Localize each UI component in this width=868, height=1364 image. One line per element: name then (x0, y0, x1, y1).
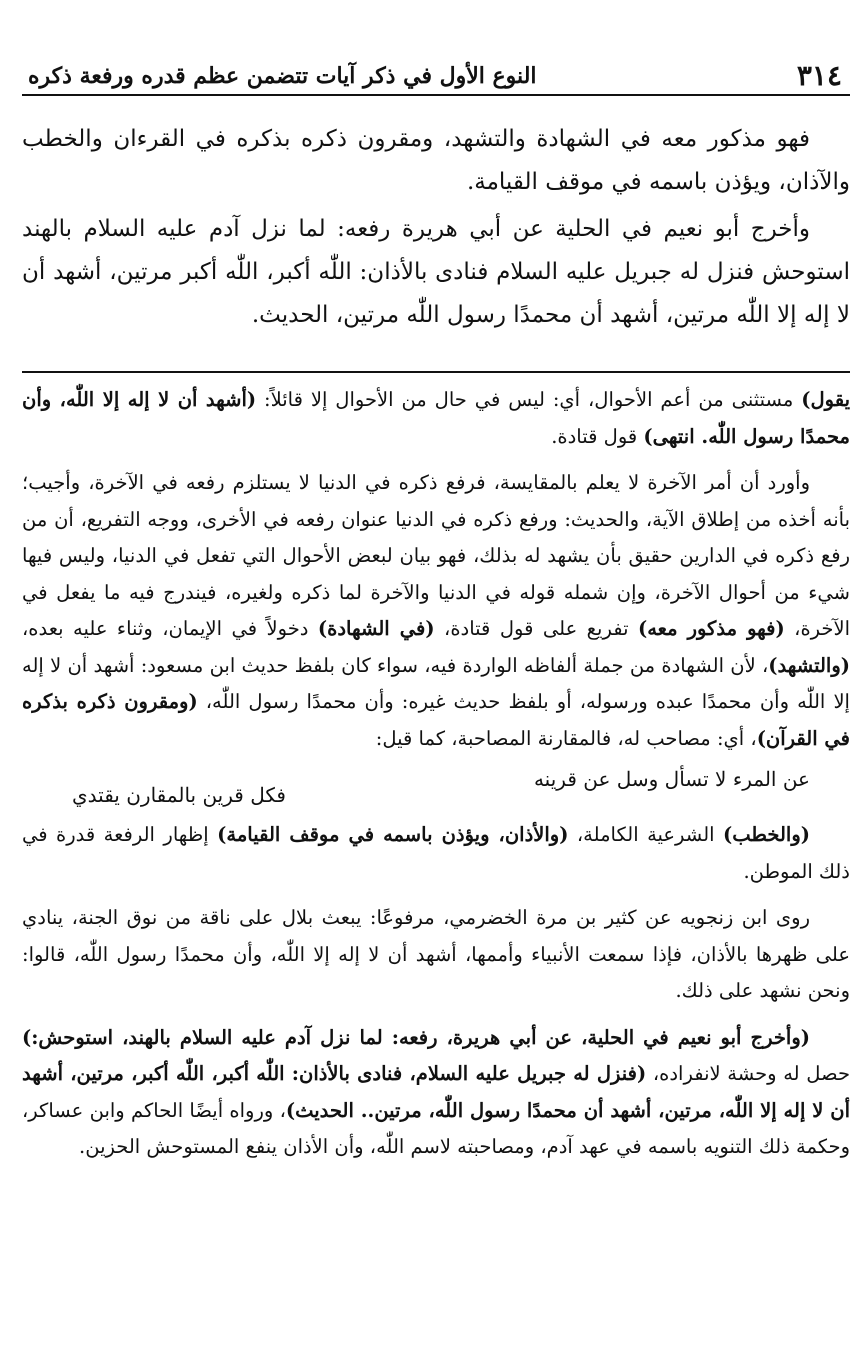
commentary-text-run: إظهار الرفعة قدرة في ذلك الموطن. (22, 823, 850, 883)
commentary-text-run: وأورد أن أمر الآخرة لا يعلم بالمقايسة، فرفع ذكره في الدنيا لا يستلزم رفعه في الآخرة، وأجيب؛ بأنه أخذه من إطلاق الآية، والحديث: ورفع ذكره في الدنيا عنوان رفعه في الأخرى، ووجه التفريع، أن من رفع ذكره في الدارين حقيق بأن يشهد له بذلك، فهو بيان لبعض الأحوال التي تفعل في الدنيا، وليس فيها شيء من أحوال الآخرة، وإن شمله قوله في الدنيا والآخرة لما ذكره ولغيره، فيندرج فيه ما يفعل في الآخرة، (22, 471, 851, 640)
commentary-text (22, 382, 850, 1166)
poem-verse (22, 757, 850, 817)
commentary-text-run: ، لأن الشهادة من جملة ألفاظه الواردة فيه، سواء كان بلفظ حديث ابن مسعود: أشهد أن لا إله إلا اللّٰه وأن محمدًا عبده ورسوله، أو بلفظ حديث غيره: وأن محمدًا رسول اللّٰه، (22, 653, 850, 713)
commentary-paragraph (22, 1020, 850, 1166)
footnote-separator (22, 371, 850, 373)
commentary-text-run: ، ورواه أيضًا الحاكم وابن عساكر، وحكمة ذلك التنويه باسمه في عهد آدم، ومصاحبته لاسم اللّٰه، وأن الأذان ينفع المستوحش الحزين. (22, 1098, 850, 1158)
commentary-paragraph (22, 817, 850, 890)
main-paragraph: وأخرج أبو نعيم في الحلية عن أبي هريرة رفعه: لما نزل آدم عليه السلام بالهند استوحش فنزل له جبريل عليه السلام فنادى بالأذان: اللّٰه أكبر، اللّٰه أكبر مرتين، أشهد أن لا إله إلا اللّٰه مرتين، أشهد أن محمدًا رسول اللّٰه مرتين، الحديث. (22, 216, 850, 328)
commentary-text-run: مستثنى من أعم الأحوال، أي: ليس في حال من الأحوال إلا قائلاً: (256, 388, 802, 411)
page-number: ٣١٤ (796, 59, 842, 92)
quoted-text: (فهو مذكور معه) (637, 617, 785, 640)
poem-hemistich-first: عن المرء لا تسأل وسل عن قرينه (533, 767, 810, 791)
quoted-text: (أشهد أن لا إله إلا اللّٰه، وأن محمدًا رسول اللّٰه. انتهى) (22, 388, 850, 448)
quoted-text: (وأخرج أبو نعيم في الحلية، عن أبي هريرة، رفعه: لما نزل آدم عليه السلام بالهند، استوحش:) (22, 1025, 810, 1049)
commentary-text-run: الشرعية الكاملة، (568, 823, 724, 846)
quoted-text: (ومقرون ذكره بذكره في القرآن) (22, 690, 850, 750)
quoted-text: (في الشهادة) (317, 617, 435, 640)
quoted-text: (والتشهد) (768, 653, 850, 677)
commentary-paragraph: روى ابن زنجويه عن كثير بن مرة الخضرمي، مرفوعًا: يبعث بلال على ناقة من نوق الجنة، ينادي على ظهرها بالأذان، فإذا سمعت الأنبياء وأممها، أشهد أن لا إله إلا اللّٰه، وأن محمدًا رسول اللّٰه، قالوا: ونحن نشهد على ذلك. (22, 906, 850, 1002)
running-title: النوع الأول في ذكر آيات تتضمن عظم قدره ورفعة ذكره (28, 63, 537, 89)
quoted-text: (فنزل له جبريل عليه السلام، فنادى بالأذان: اللّٰه أكبر، اللّٰه أكبر، مرتين، أشهد أن لا إله إلا اللّٰه، مرتين، أشهد أن محمدًا رسول اللّٰه، مرتين.. الحديث) (22, 1062, 850, 1122)
commentary-paragraph (22, 465, 850, 757)
quoted-text: (والأذان، ويؤذن باسمه في موقف القيامة) (217, 823, 569, 846)
commentary-text-run: قول قتادة. (551, 424, 644, 448)
commentary-paragraph (22, 382, 850, 455)
page-header (22, 58, 850, 96)
quoted-text: يقول) (801, 388, 850, 411)
main-paragraph: فهو مذكور معه في الشهادة والتشهد، ومقرون ذكره بذكره في القرءان والخطب والآذان، ويؤذن باسمه في موقف القيامة. (22, 126, 850, 195)
poem-hemistich-second: فكل قرين بالمقارن يقتدي (72, 783, 286, 807)
commentary-text-run: ، أي: مصاحب له، فالمقارنة المصاحبة، كما قيل: (375, 726, 757, 750)
quoted-text: (والخطب) (723, 823, 810, 846)
commentary-text-run: حصل له وحشة لانفراده، (646, 1062, 850, 1085)
commentary-text-run: دخولاً في الإيمان، وثناء عليه بعده، (22, 617, 318, 640)
commentary-text-run: تفريع على قول قتادة، (434, 617, 638, 640)
main-text (22, 118, 850, 341)
